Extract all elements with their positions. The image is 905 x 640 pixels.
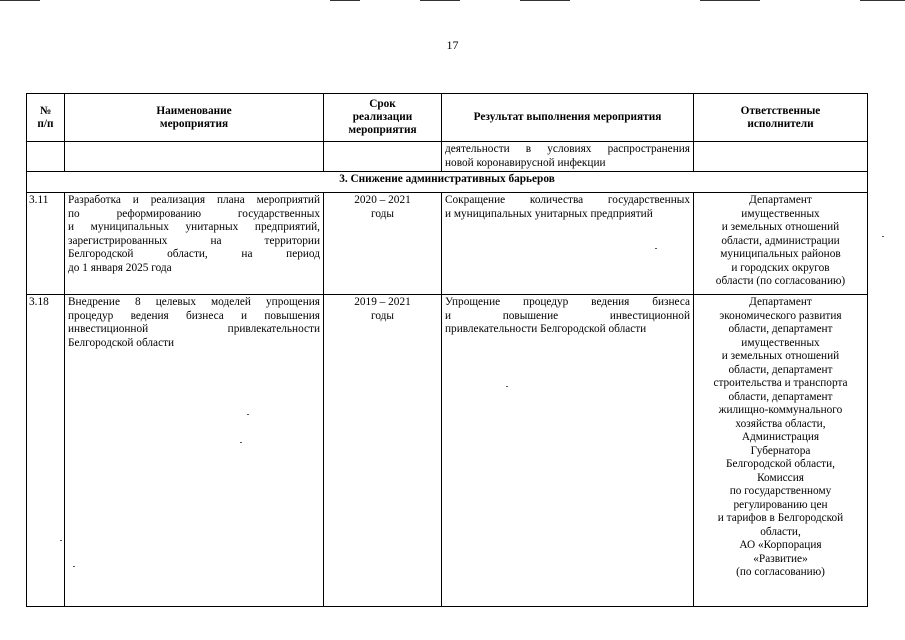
scan-speck — [655, 248, 657, 249]
table-header-row — [27, 94, 868, 142]
row-num: 3.11 — [27, 193, 65, 295]
page-number: 17 — [446, 38, 459, 52]
row-term: 2019 – 2021 годы — [324, 295, 442, 607]
scan-speck — [73, 566, 75, 567]
row-responsible: Департамент экономического развития области, департамент имущественных и земельных отношений области, департамент строительства и транспорта области, департамент жилищно-коммунального хозяйства области, Администрация Губернатора Белгородской области, Комиссия по государственному регулированию цен и тарифов в Белгородской области, АО «Корпорация «Развитие» (по согласованию) — [694, 295, 868, 607]
header-num: № п/п — [27, 94, 65, 142]
scan-speck — [247, 414, 249, 415]
continuation-result: деятельности в условиях распространения новой коронавирусной инфекции — [442, 142, 694, 172]
header-responsible: Ответственные исполнители — [694, 94, 868, 142]
row-result: Упрощение процедур ведения бизнеса и повышение инвестиционной привлекательности Белгородской области — [442, 295, 694, 607]
row-term: 2020 – 2021 годы — [324, 193, 442, 295]
activities-table — [26, 93, 868, 607]
header-term: Срок реализации мероприятия — [324, 94, 442, 142]
table-row — [27, 193, 868, 295]
header-result: Результат выполнения мероприятия — [442, 94, 694, 142]
section-title: 3. Снижение административных барьеров — [27, 172, 868, 193]
scan-speck — [240, 442, 242, 443]
continuation-row — [27, 142, 868, 172]
section-row — [27, 172, 868, 193]
row-responsible: Департамент имущественных и земельных отношений области, администрации муниципальных районов и городских округов области (по согласованию) — [694, 193, 868, 295]
header-name: Наименование мероприятия — [65, 94, 324, 142]
scan-speck — [506, 386, 508, 387]
scan-speck — [882, 236, 884, 237]
row-name: Разработка и реализация плана мероприятий по реформированию государственных и муниципальных унитарных предприятий, зарегистрированных на территории Белгородской области, на период до 1 января 2025 года — [65, 193, 324, 295]
row-num: 3.18 — [27, 295, 65, 607]
page-top-edge — [0, 0, 905, 4]
row-name: Внедрение 8 целевых моделей упрощения процедур ведения бизнеса и повышения инвестиционной привлекательности Белгородской области — [65, 295, 324, 607]
scan-speck — [60, 540, 62, 541]
table-row — [27, 295, 868, 607]
row-result: Сокращение количества государственных и муниципальных унитарных предприятий — [442, 193, 694, 295]
